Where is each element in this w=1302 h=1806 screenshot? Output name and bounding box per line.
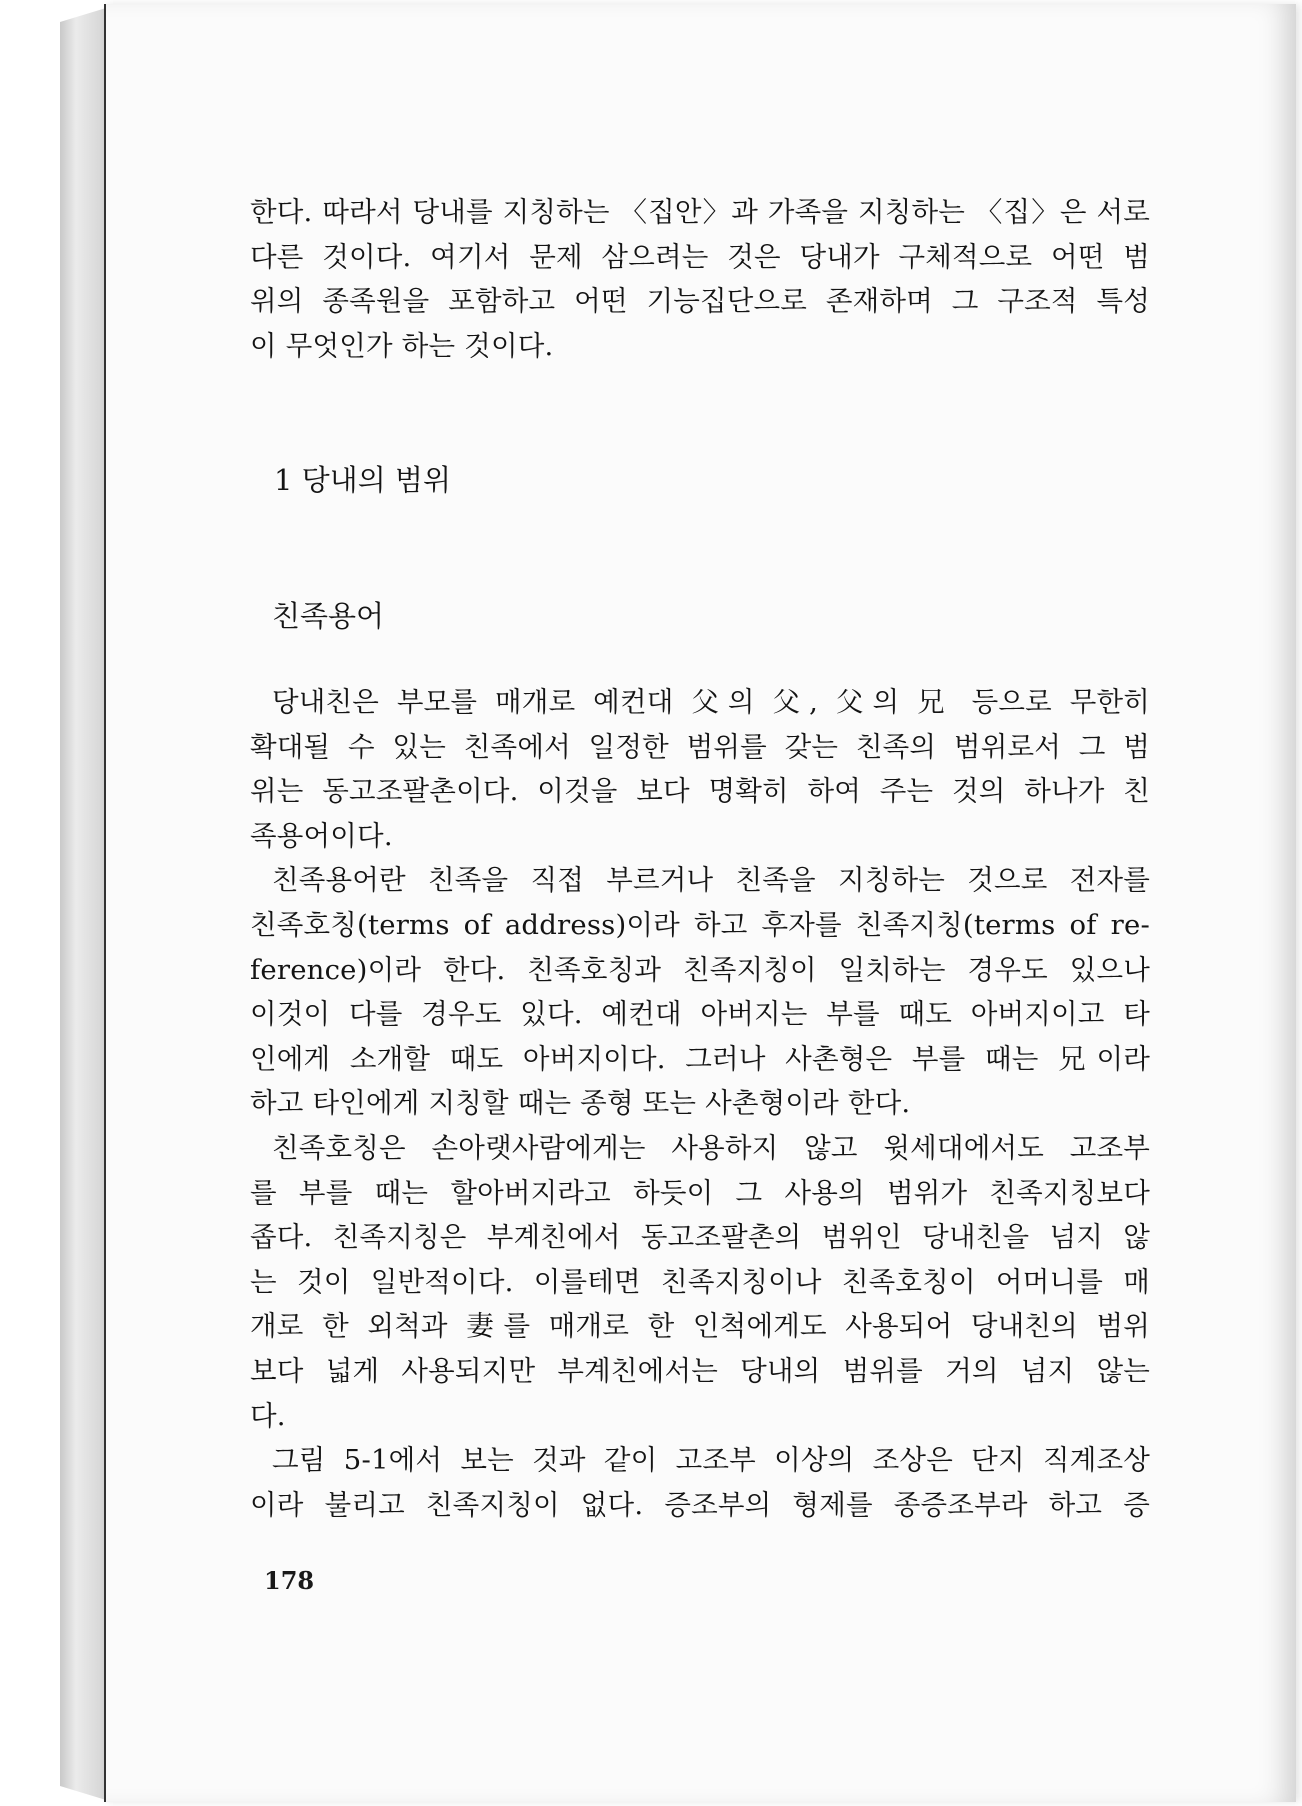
text-line: 하고 타인에게 지칭할 때는 종형 또는 사촌형이라 한다.	[250, 1087, 911, 1120]
text-line: 개로 한 외척과 妻를 매개로 한 인척에게도 사용되어 당내친의 범위	[250, 1310, 1150, 1343]
book-spine	[60, 8, 106, 1800]
text-line: 확대될 수 있는 친족에서 일정한 범위를 갖는 친족의 범위로서 그 범	[250, 730, 1150, 763]
text-line: 위의 종족원을 포함하고 어떤 기능집단으로 존재하며 그 구조적 특성	[250, 285, 1150, 318]
page-number: 178	[264, 1566, 315, 1595]
text-line: 친족호칭(terms of address)이라 하고 후자를 친족지칭(terms of re-	[250, 908, 1150, 941]
text-line: ference)이라 한다. 친족호칭과 친족지칭이 일치하는 경우도 있으나	[250, 953, 1150, 986]
text-line: 이 무엇인가 하는 것이다.	[250, 329, 554, 362]
section-heading: 1 당내의 범위	[274, 463, 451, 497]
subsection-heading: 친족용어	[272, 599, 385, 633]
text-line: 이라 불리고 친족지칭이 없다. 증조부의 형제를 종증조부라 하고 증	[250, 1488, 1150, 1521]
text-line: 당내친은 부모를 매개로 예컨대 父의 父, 父의 兄 등으로 무한히	[272, 686, 1150, 718]
text-line: 친족용어란 친족을 직접 부르거나 친족을 지칭하는 것으로 전자를	[272, 864, 1150, 897]
text-line: 그림 5-1에서 보는 것과 같이 고조부 이상의 조상은 단지 직계조상	[272, 1444, 1150, 1477]
text-line: 는 것이 일반적이다. 이를테면 친족지칭이나 친족호칭이 어머니를 매	[250, 1265, 1150, 1298]
text-line: 족용어이다.	[250, 819, 393, 852]
text-line: 친족호칭은 손아랫사람에게는 사용하지 않고 윗세대에서도 고조부	[272, 1131, 1150, 1164]
text-line: 위는 동고조팔촌이다. 이것을 보다 명확히 하여 주는 것의 하나가 친	[250, 775, 1150, 808]
text-line: 좁다. 친족지칭은 부계친에서 동고조팔촌의 범위인 당내친을 넘지 않	[250, 1221, 1150, 1254]
opening-paragraph	[250, 190, 1150, 368]
text-line: 인에게 소개할 때도 아버지이다. 그러나 사촌형은 부를 때는 兄이라	[250, 1042, 1150, 1075]
body-text	[250, 680, 1150, 1527]
text-line: 이것이 다를 경우도 있다. 예컨대 아버지는 부를 때도 아버지이고 타	[250, 998, 1150, 1031]
text-line: 다.	[250, 1399, 286, 1432]
text-line: 보다 넓게 사용되지만 부계친에서는 당내의 범위를 거의 넘지 않는	[250, 1354, 1150, 1387]
text-line: 한다. 따라서 당내를 지칭하는 〈집안〉과 가족을 지칭하는 〈집〉은 서로	[250, 196, 1150, 228]
text-line: 를 부를 때는 할아버지라고 하듯이 그 사용의 범위가 친족지칭보다	[250, 1176, 1150, 1209]
text-line: 다른 것이다. 여기서 문제 삼으려는 것은 당내가 구체적으로 어떤 범	[250, 240, 1150, 273]
